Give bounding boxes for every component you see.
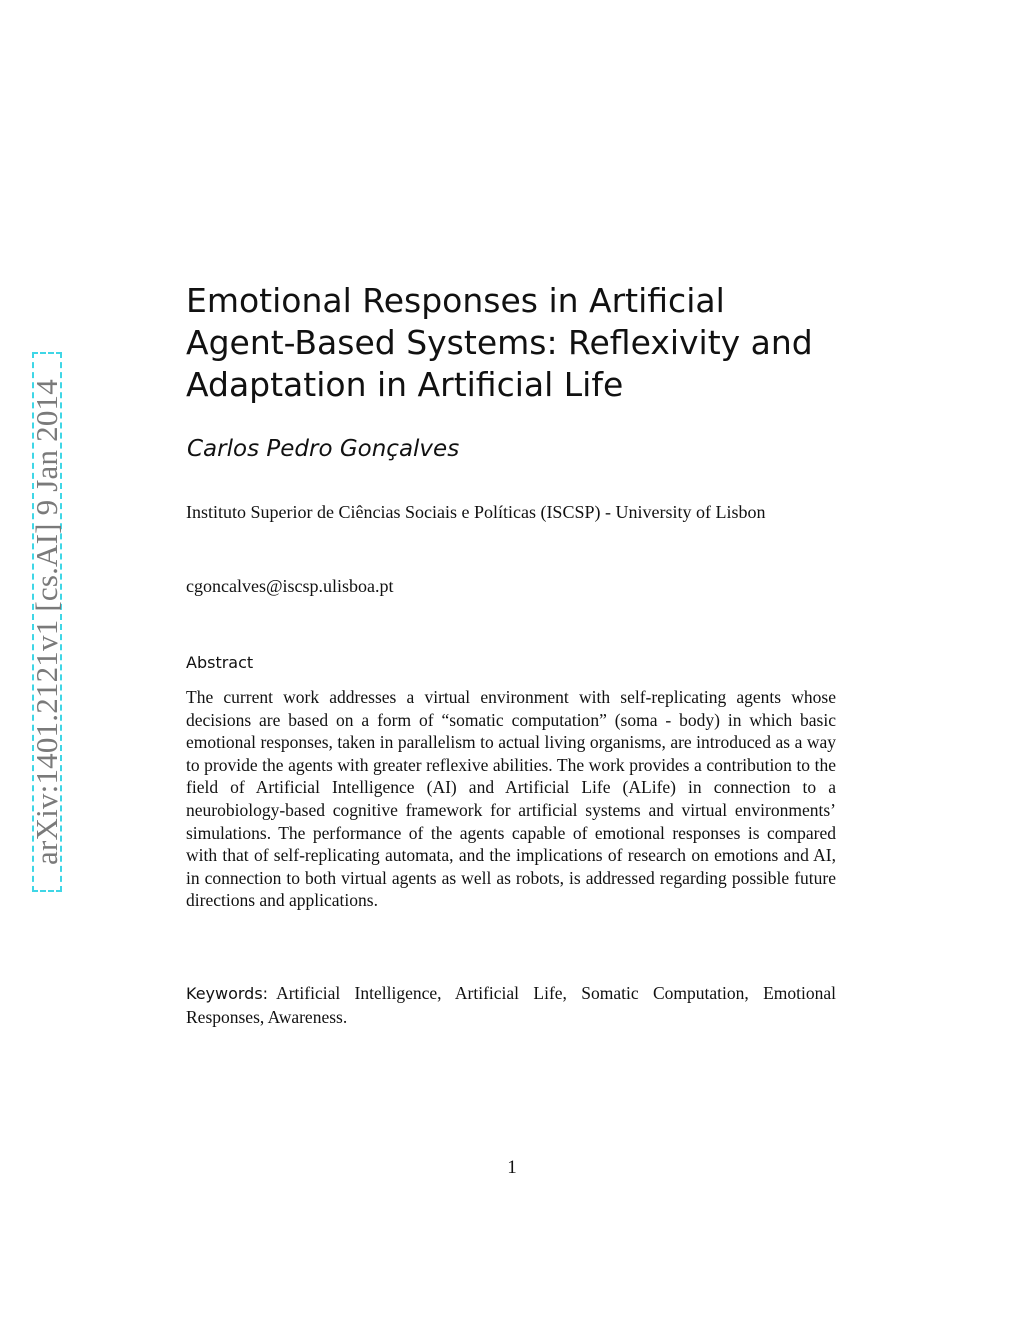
page-number: 1: [507, 1157, 517, 1178]
paper-title: [186, 280, 866, 406]
author-affiliation: Instituto Superior de Ciências Sociais e Políticas (ISCSP) - University of Lisbon: [186, 502, 766, 522]
author-name: Carlos Pedro Gonçalves: [187, 436, 460, 462]
title-line: Adaptation in Artificial Life: [186, 365, 624, 404]
keywords-label: Keywords:: [186, 984, 269, 1003]
abstract-text: The current work addresses a virtual environment with self-replicating agents whose decisions are based on a form of “somatic computation” (soma - body) in which basic emotional responses, taken in parallelism to actual living organisms, are introduced as a way to provide the agents with greater reflexive abilities. The work provides a contribution to the field of Artificial Intelligence (AI) and Artificial Life (ALife) in connection to a neurobiology-based cognitive framework for artificial systems and virtual environments’ simulations. The performance of the agents capable of emotional responses is compared with that of self-replicating automata, and the implications of research on emotions and AI, in connection to both virtual agents as well as robots, is addressed regarding possible future directions and applications.: [186, 687, 836, 911]
arxiv-identifier: arXiv:1401.2121v1 [cs.AI] 9 Jan 2014: [29, 379, 64, 865]
title-line: Agent-Based Systems: Reflexivity and: [186, 323, 813, 362]
author-email: cgoncalves@iscsp.ulisboa.pt: [186, 576, 394, 596]
arxiv-stamp: [29, 352, 64, 892]
keywords-section: [186, 982, 836, 1028]
title-line: Emotional Responses in Artificial: [186, 281, 725, 320]
keywords-text: Artificial Intelligence, Artificial Life, Somatic Computation, Emotional Responses, Awareness.: [186, 983, 836, 1027]
abstract-heading: Abstract: [186, 653, 254, 672]
